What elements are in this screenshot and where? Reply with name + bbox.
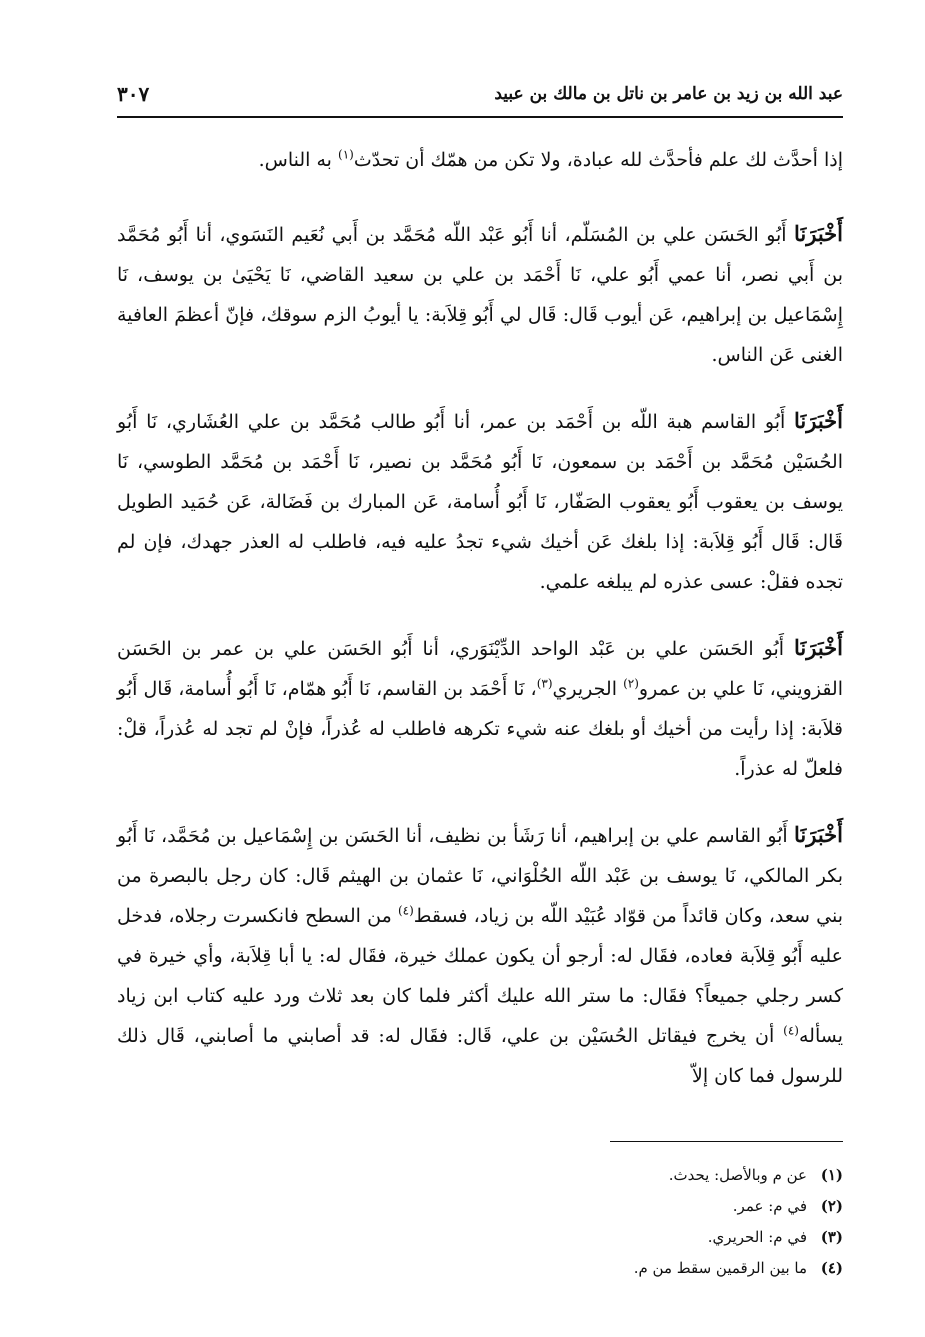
body-text	[117, 140, 843, 1122]
footnote-number: (٢)	[820, 1197, 843, 1215]
footnote-text: عن م وبالأصل: يحدث.	[668, 1166, 807, 1184]
paragraph-text: ، نَا أَحْمَد بن القاسم، نَا أَبُو همّام، نَا أَبُو أُسامة، قَال أَبُو قلاَبة: إذا رأيت من أخيك أو بلغك عنه شيء تكرهه فاطلب له عُذراً، فإنْ لم تجد له عُذراً، قلْ: فلعلّ له عذراً.	[117, 678, 843, 780]
paragraph-text: به الناس.	[258, 149, 338, 171]
footnote-item	[117, 1222, 843, 1253]
footnote-number: (١)	[820, 1166, 843, 1184]
paragraph-5	[117, 815, 843, 1096]
paragraph-lead-word: أَخْبَرَنَا	[794, 221, 843, 246]
footnote-ref[interactable]: (٣)	[536, 676, 553, 691]
footnotes-list	[117, 1160, 843, 1284]
paragraph-text: من السطح فانكسرت رجلاه، فدخل عليه أَبُو قِلاَبة فعاده، فقَال له: أرجو أن يكون عملك خيرة، فقَال له: يا أبا قِلاَبة، وأي خيرة في كسر رجلي جميعاً؟ فقَال: ما ستر الله عليك أكثر فلما كان بعد ثلاث ورد عليه كتاب ابن زياد يسأله	[117, 905, 843, 1047]
paragraph-text: أَبُو القاسم علي بن إبراهيم، أنا رَشَأ بن نظيف، أنا الحَسَن بن إِسْمَاعيل بن مُحَمَّد، نَا أَبُو بكر المالكي، نَا يوسف بن عَبْد اللّه الحُلْوَاني، نَا عثمان بن الهيثم قَال: كان رجل بالبصرة من بني سعد، وكان قائداً من قوّاد عُبَيْد اللّه بن زياد، فسقط	[117, 825, 843, 927]
header-title: عبد الله بن زيد بن عامر بن ناتل بن مالك بن عبيد	[494, 84, 843, 104]
paragraph-text: الجريري	[552, 678, 624, 700]
paragraph-text: أن يخرج فيقاتل الحُسَيْن بن علي، قَال: فقَال له: قد أصابني ما أصابني، قَال ذلك للرسول فما كان إلاّ	[117, 1025, 843, 1087]
footnote-ref[interactable]: (١)	[338, 147, 354, 162]
paragraph-lead-word: أَخْبَرَنَا	[794, 408, 843, 433]
paragraph-2	[117, 214, 843, 375]
footnote-number: (٤)	[820, 1259, 843, 1277]
footnote-number: (٣)	[820, 1228, 843, 1246]
footnote-ref[interactable]: (٤)	[397, 903, 414, 918]
footnote-text: في م: الحريري.	[707, 1228, 807, 1246]
header-rule	[117, 116, 843, 118]
paragraph-lead-word: أَخْبَرَنَا	[794, 822, 843, 847]
paragraph-text: إذا أحدَّث لك علم فأحدَّث لله عبادة، ولا تكن من همّك أن تحدّث	[353, 149, 843, 171]
paragraph-text: أَبُو القاسم هبة اللّه بن أَحْمَد بن عمر، أنا أَبُو طالب مُحَمَّد بن علي العُشَاري، نَا أَبُو الحُسَيْن مُحَمَّد بن أَحْمَد بن سمعون، نَا أَبُو مُحَمَّد بن نصير، نَا أَحْمَد بن مُحَمَّد الطوسي، نَا يوسف بن يعقوب أَبُو يعقوب الصَفّار، نَا أَبُو أُسامة، عَن المبارك بن فَضَالة، عَن حُمَيد الطويل قَال: قَال أَبُو قِلاَبة: إذا بلغك عَن أخيك شيء تجدُ عليه فيه، فاطلب له العذر جهدك، فإن لم تجده فقلْ: عسى عذره لم يبلغه علمي.	[117, 411, 843, 593]
paragraph-4	[117, 628, 843, 789]
footnote-item	[117, 1253, 843, 1284]
paragraph-text: أَبُو الحَسَن علي بن المُسَلّم، أنا أَبُو عَبْد اللّه مُحَمَّد بن أَبي نُعَيم النَسَوي، أنا أَبُو مُحَمَّد بن أَبي نصر، أنا عمي أَبُو علي، نَا أَحْمَد بن علي بن سعيد القاضي، نَا يَحْيَىٰ بن يوسف، نَا إِسْمَاعيل بن إبراهيم، عَن أيوب قَال: قَال لي أَبُو قِلاَبة: يا أيوبُ الزم سوقك، فإنّ أعظمَ العافية الغنى عَن الناس.	[117, 224, 843, 366]
paragraph-lead-word: أَخْبَرَنَا	[794, 635, 843, 660]
footnote-text: في م: عمر.	[732, 1197, 807, 1215]
footnote-ref[interactable]: (٤)	[783, 1023, 799, 1038]
footnote-ref[interactable]: (٢)	[623, 676, 639, 691]
footnote-text: ما بين الرقمين سقط من م.	[633, 1259, 807, 1277]
footnote-rule	[610, 1141, 843, 1142]
footnote-item	[117, 1160, 843, 1191]
paragraph-1	[117, 140, 843, 180]
footnote-item	[117, 1191, 843, 1222]
page-number: ٣٠٧	[117, 82, 150, 106]
running-header	[117, 80, 843, 116]
paragraph-3	[117, 401, 843, 602]
paragraph-text: أَبُو الحَسَن علي بن عَبْد الواحد الدِّيْنَوَري، أنا أَبُو الحَسَن علي بن عمر بن الحَسَن القزويني، نَا علي بن عمرو	[117, 638, 843, 700]
